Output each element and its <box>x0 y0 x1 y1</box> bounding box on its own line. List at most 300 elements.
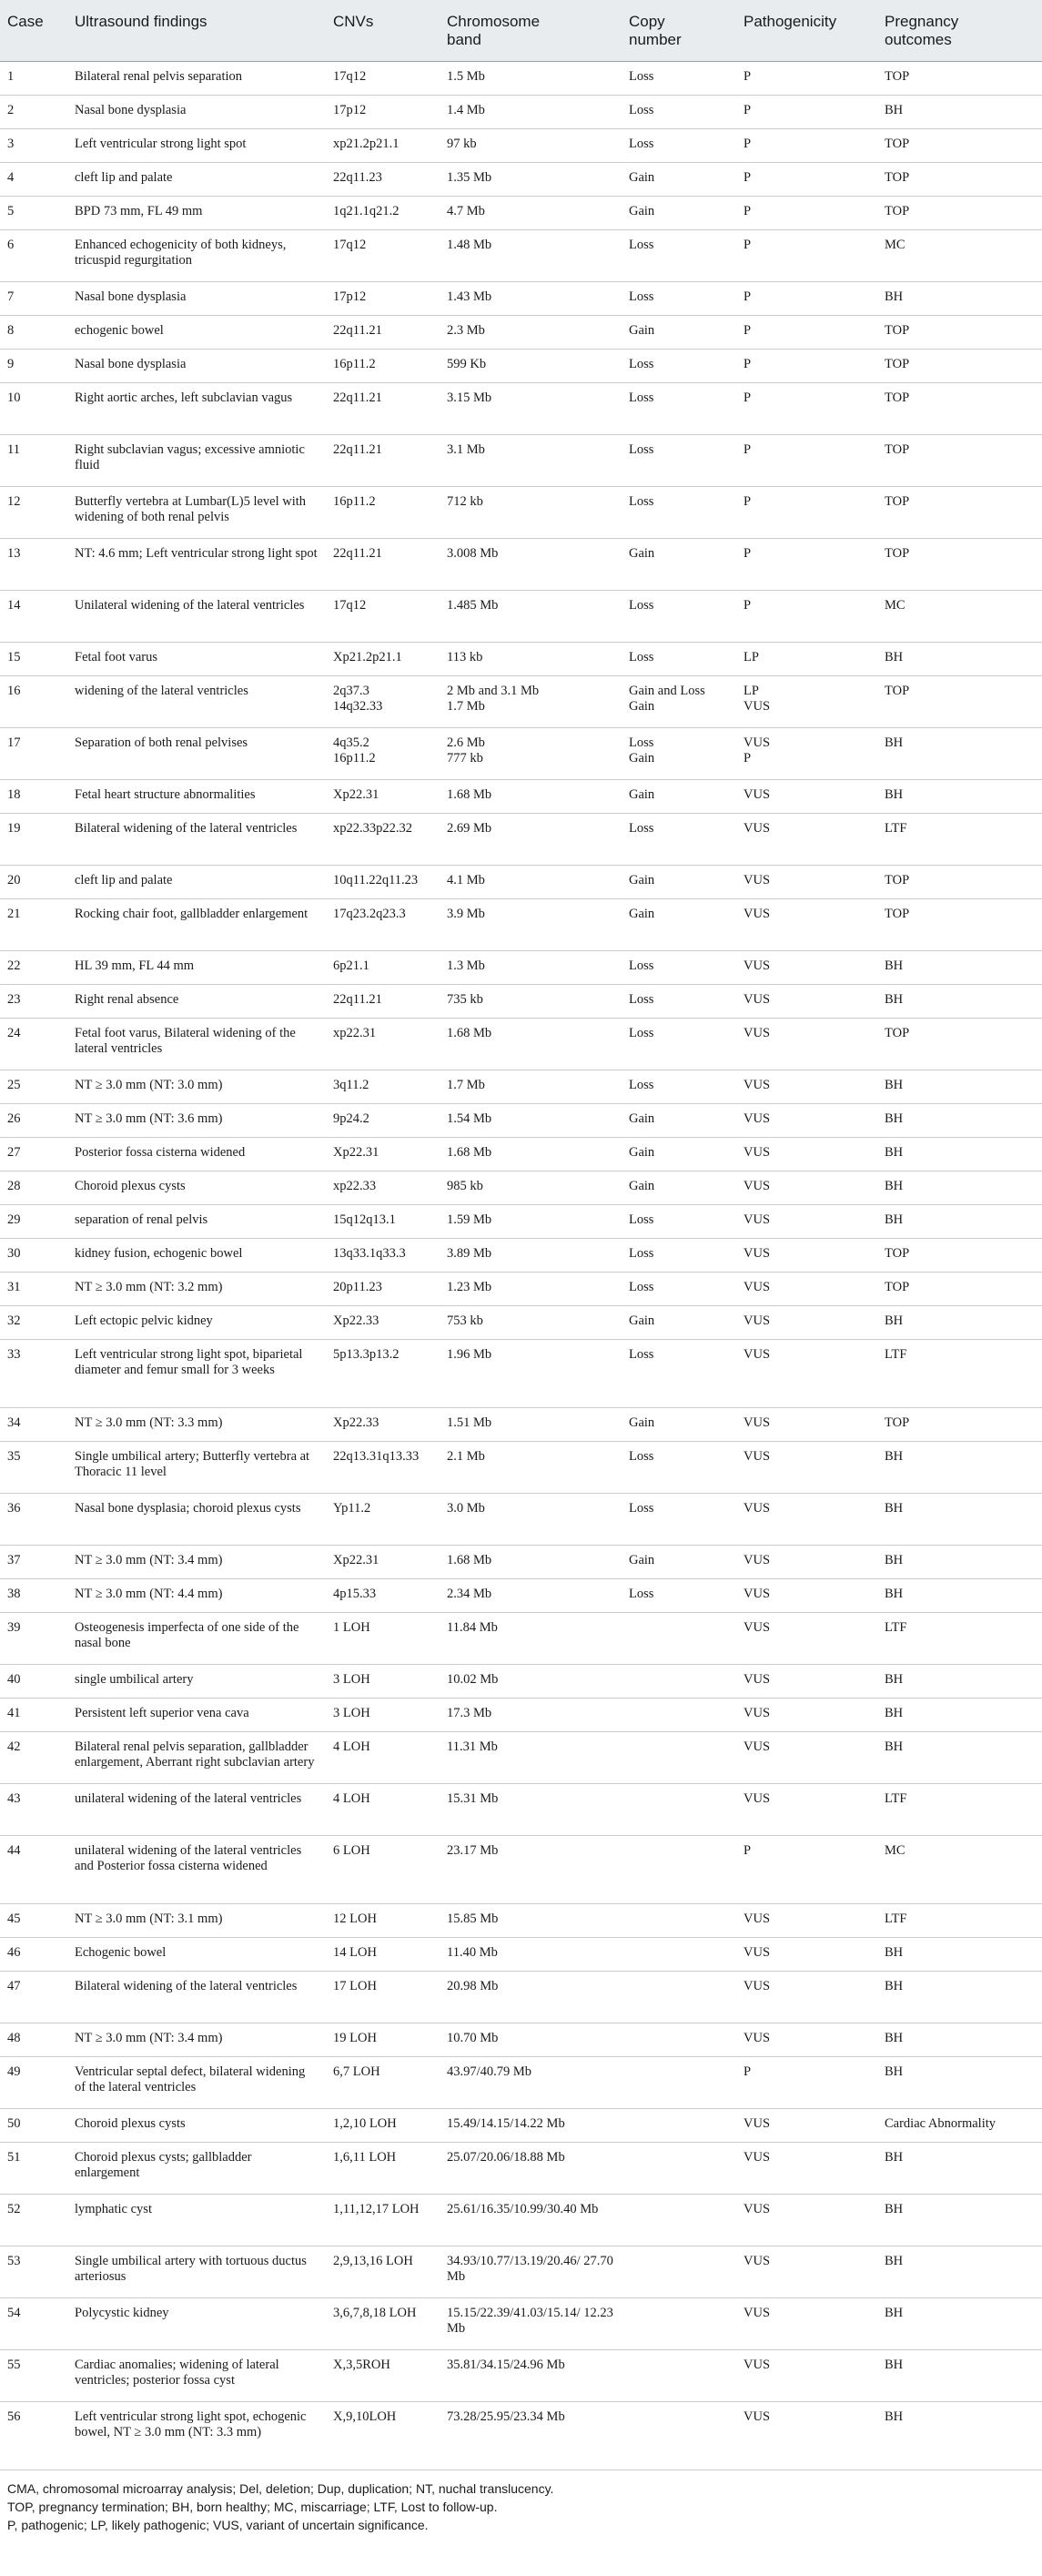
case-cell: 49 <box>0 2057 67 2109</box>
pregnancy-outcome-cell: BH <box>877 780 1042 814</box>
ultrasound-finding-cell: Rocking chair foot, gallbladder enlargement <box>67 899 326 951</box>
ultrasound-finding-cell: Left ventricular strong light spot, biparietal diameter and femur small for 3 weeks <box>67 1340 326 1408</box>
table-row <box>0 866 1042 899</box>
chromosome-band-cell: 43.97/40.79 Mb <box>440 2057 622 2109</box>
ultrasound-finding-cell: cleft lip and palate <box>67 866 326 899</box>
ultrasound-finding-cell: Left ventricular strong light spot, echogenic bowel, NT ≥ 3.0 mm (NT: 3.3 mm) <box>67 2402 326 2470</box>
pathogenicity-cell: VUS <box>736 1442 877 1494</box>
chromosome-band-cell: 2.69 Mb <box>440 814 622 866</box>
table-row <box>0 1408 1042 1442</box>
pregnancy-outcome-cell: TOP <box>877 383 1042 435</box>
cnv-cell: Xp22.33 <box>326 1408 440 1442</box>
case-cell: 44 <box>0 1836 67 1904</box>
ultrasound-finding-cell: unilateral widening of the lateral ventricles and Posterior fossa cisterna widened <box>67 1836 326 1904</box>
table-row <box>0 1494 1042 1546</box>
pathogenicity-cell: P <box>736 163 877 197</box>
chromosome-band-cell: 15.85 Mb <box>440 1904 622 1938</box>
header-copy-number-line: Copy <box>629 13 665 30</box>
table-row <box>0 899 1042 951</box>
cnv-cell <box>326 676 440 728</box>
case-cell: 28 <box>0 1171 67 1205</box>
ultrasound-finding-cell: Posterior fossa cisterna widened <box>67 1138 326 1171</box>
cnv-cell: 22q13.31q13.33 <box>326 1442 440 1494</box>
pathogenicity-cell: VUS <box>736 1938 877 1972</box>
ultrasound-finding-cell: Unilateral widening of the lateral ventricles <box>67 591 326 643</box>
chromosome-band-cell: 3.15 Mb <box>440 383 622 435</box>
chromosome-band-cell: 3.0 Mb <box>440 1494 622 1546</box>
pregnancy-outcome-cell: MC <box>877 1836 1042 1904</box>
case-cell: 15 <box>0 643 67 676</box>
case-cell: 16 <box>0 676 67 728</box>
chromosome-band-cell: 985 kb <box>440 1171 622 1205</box>
table-row <box>0 728 1042 780</box>
cnv-cell: X,9,10LOH <box>326 2402 440 2470</box>
table-row <box>0 591 1042 643</box>
case-cell: 48 <box>0 2023 67 2057</box>
table-row <box>0 129 1042 163</box>
pregnancy-outcome-cell: BH <box>877 1938 1042 1972</box>
case-cell: 55 <box>0 2350 67 2402</box>
copy-number-cell <box>622 2402 736 2470</box>
ultrasound-finding-cell: Polycystic kidney <box>67 2298 326 2350</box>
ultrasound-finding-cell: Osteogenesis imperfecta of one side of the nasal bone <box>67 1613 326 1665</box>
copy-number-cell: Loss <box>622 487 736 539</box>
table-row <box>0 1340 1042 1408</box>
pregnancy-outcome-cell: BH <box>877 1205 1042 1239</box>
chromosome-band-cell-line: 777 kb <box>447 751 483 766</box>
cnv-cell-line: 2q37.3 <box>333 684 369 698</box>
pathogenicity-cell: VUS <box>736 2246 877 2298</box>
pathogenicity-cell: VUS <box>736 1205 877 1239</box>
header-copy-number-line: number <box>629 31 682 48</box>
chromosome-band-cell-line: 2.6 Mb <box>447 735 485 750</box>
chromosome-band-cell: 2.34 Mb <box>440 1579 622 1613</box>
table-row <box>0 1784 1042 1836</box>
chromosome-band-cell: 10.70 Mb <box>440 2023 622 2057</box>
cnv-cell: 4 LOH <box>326 1732 440 1784</box>
ultrasound-finding-cell: HL 39 mm, FL 44 mm <box>67 951 326 985</box>
cnv-cell: 14 LOH <box>326 1938 440 1972</box>
case-cell: 54 <box>0 2298 67 2350</box>
cnv-cell: 3,6,7,8,18 LOH <box>326 2298 440 2350</box>
pregnancy-outcome-cell: BH <box>877 2402 1042 2470</box>
table-row <box>0 1442 1042 1494</box>
cnv-cell: 22q11.23 <box>326 163 440 197</box>
table-row <box>0 487 1042 539</box>
pregnancy-outcome-cell: BH <box>877 282 1042 316</box>
pathogenicity-cell: VUS <box>736 1494 877 1546</box>
ultrasound-finding-cell: Cardiac anomalies; widening of lateral ventricles; posterior fossa cyst <box>67 2350 326 2402</box>
copy-number-cell <box>622 2298 736 2350</box>
pathogenicity-cell: VUS <box>736 1138 877 1171</box>
pregnancy-outcome-cell: TOP <box>877 435 1042 487</box>
table-row <box>0 383 1042 435</box>
pregnancy-outcome-cell: TOP <box>877 197 1042 230</box>
copy-number-cell: Gain <box>622 1138 736 1171</box>
case-cell: 20 <box>0 866 67 899</box>
cnv-cell: 10q11.22q11.23 <box>326 866 440 899</box>
pathogenicity-cell: VUS <box>736 1340 877 1408</box>
cnv-cell-line: 4q35.2 <box>333 735 369 750</box>
ultrasound-finding-cell: Right aortic arches, left subclavian vagus <box>67 383 326 435</box>
chromosome-band-cell: 35.81/34.15/24.96 Mb <box>440 2350 622 2402</box>
pregnancy-outcome-cell: TOP <box>877 129 1042 163</box>
table-row <box>0 2298 1042 2350</box>
copy-number-cell: Loss <box>622 1340 736 1408</box>
copy-number-cell: Loss <box>622 1205 736 1239</box>
cnv-cell: 6,7 LOH <box>326 2057 440 2109</box>
copy-number-cell: Loss <box>622 282 736 316</box>
pregnancy-outcome-cell: BH <box>877 1972 1042 2023</box>
chromosome-band-cell: 1.48 Mb <box>440 230 622 282</box>
table-row <box>0 2350 1042 2402</box>
chromosome-band-cell: 113 kb <box>440 643 622 676</box>
case-cell: 38 <box>0 1579 67 1613</box>
pregnancy-outcome-cell: LTF <box>877 814 1042 866</box>
pregnancy-outcome-cell: TOP <box>877 487 1042 539</box>
chromosome-band-cell: 4.1 Mb <box>440 866 622 899</box>
table-row <box>0 1665 1042 1699</box>
pathogenicity-cell: VUS <box>736 899 877 951</box>
chromosome-band-cell: 1.68 Mb <box>440 780 622 814</box>
pathogenicity-cell: VUS <box>736 780 877 814</box>
cnv-cell-line: 14q32.33 <box>333 699 383 714</box>
chromosome-band-cell: 20.98 Mb <box>440 1972 622 2023</box>
copy-number-cell: Loss <box>622 985 736 1019</box>
case-cell: 46 <box>0 1938 67 1972</box>
chromosome-band-cell: 2.1 Mb <box>440 1442 622 1494</box>
footnote-abbreviations: CMA, chromosomal microarray analysis; Del, deletion; Dup, duplication; NT, nuchal translucency. <box>7 2481 554 2496</box>
case-cell: 24 <box>0 1019 67 1070</box>
chromosome-band-cell: 1.5 Mb <box>440 62 622 96</box>
pregnancy-outcome-cell: TOP <box>877 899 1042 951</box>
pregnancy-outcome-cell: TOP <box>877 866 1042 899</box>
ultrasound-finding-cell: Fetal heart structure abnormalities <box>67 780 326 814</box>
pathogenicity-cell: P <box>736 230 877 282</box>
copy-number-cell <box>622 1784 736 1836</box>
cnv-cell: 16p11.2 <box>326 350 440 383</box>
copy-number-cell: Loss <box>622 643 736 676</box>
header-chromosome-band <box>440 0 622 62</box>
ultrasound-finding-cell: NT ≥ 3.0 mm (NT: 3.0 mm) <box>67 1070 326 1104</box>
copy-number-cell <box>622 1613 736 1665</box>
pregnancy-outcome-cell: Cardiac Abnormality <box>877 2109 1042 2143</box>
ultrasound-finding-cell: Choroid plexus cysts <box>67 1171 326 1205</box>
pregnancy-outcome-cell: BH <box>877 951 1042 985</box>
chromosome-band-cell: 11.84 Mb <box>440 1613 622 1665</box>
table-row <box>0 1579 1042 1613</box>
pregnancy-outcome-cell: BH <box>877 1104 1042 1138</box>
case-cell: 34 <box>0 1408 67 1442</box>
cnv-cell: 1,11,12,17 LOH <box>326 2195 440 2246</box>
pregnancy-outcome-cell: MC <box>877 230 1042 282</box>
case-cell: 17 <box>0 728 67 780</box>
ultrasound-finding-cell: Nasal bone dysplasia <box>67 96 326 129</box>
ultrasound-finding-cell: NT ≥ 3.0 mm (NT: 4.4 mm) <box>67 1579 326 1613</box>
table-row <box>0 1138 1042 1171</box>
cnv-cell: Xp22.31 <box>326 780 440 814</box>
chromosome-band-cell: 3.1 Mb <box>440 435 622 487</box>
copy-number-cell: Loss <box>622 1070 736 1104</box>
cnv-cell: 17p12 <box>326 96 440 129</box>
table-row <box>0 435 1042 487</box>
pregnancy-outcome-cell: LTF <box>877 1784 1042 1836</box>
pregnancy-outcome-cell: TOP <box>877 1273 1042 1306</box>
table-row <box>0 676 1042 728</box>
table-row <box>0 1104 1042 1138</box>
copy-number-cell: Gain <box>622 780 736 814</box>
chromosome-band-cell: 15.15/22.39/41.03/15.14/ 12.23 Mb <box>440 2298 622 2350</box>
case-cell: 25 <box>0 1070 67 1104</box>
chromosome-band-cell: 599 Kb <box>440 350 622 383</box>
chromosome-band-cell: 73.28/25.95/23.34 Mb <box>440 2402 622 2470</box>
copy-number-cell: Loss <box>622 129 736 163</box>
ultrasound-finding-cell: widening of the lateral ventricles <box>67 676 326 728</box>
table-header <box>0 0 1042 62</box>
copy-number-cell <box>622 1972 736 2023</box>
cnv-cell: 12 LOH <box>326 1904 440 1938</box>
table-row <box>0 951 1042 985</box>
pathogenicity-cell <box>736 676 877 728</box>
chromosome-band-cell: 712 kb <box>440 487 622 539</box>
case-cell: 11 <box>0 435 67 487</box>
case-cell: 1 <box>0 62 67 96</box>
chromosome-band-cell: 1.485 Mb <box>440 591 622 643</box>
case-cell: 41 <box>0 1699 67 1732</box>
cnv-cell: 17q12 <box>326 591 440 643</box>
table-row <box>0 643 1042 676</box>
table-row <box>0 1699 1042 1732</box>
chromosome-band-cell <box>440 676 622 728</box>
copy-number-cell <box>622 676 736 728</box>
cnv-cell: xp22.31 <box>326 1019 440 1070</box>
cnv-cell: 2,9,13,16 LOH <box>326 2246 440 2298</box>
footnote-outcomes: TOP, pregnancy termination; BH, born healthy; MC, miscarriage; LTF, Lost to follow-up. <box>7 2500 498 2514</box>
copy-number-cell <box>622 1665 736 1699</box>
copy-number-cell <box>622 2109 736 2143</box>
cnv-cell: 9p24.2 <box>326 1104 440 1138</box>
chromosome-band-cell: 10.02 Mb <box>440 1665 622 1699</box>
table-row <box>0 350 1042 383</box>
copy-number-cell <box>622 2143 736 2195</box>
pregnancy-outcome-cell: BH <box>877 2195 1042 2246</box>
cnv-cell: 13q33.1q33.3 <box>326 1239 440 1273</box>
chromosome-band-cell: 1.54 Mb <box>440 1104 622 1138</box>
cnv-cell-line: 16p11.2 <box>333 751 376 766</box>
copy-number-cell: Gain <box>622 1408 736 1442</box>
table-footnotes <box>0 2470 1042 2534</box>
chromosome-band-cell: 17.3 Mb <box>440 1699 622 1732</box>
ultrasound-finding-cell: kidney fusion, echogenic bowel <box>67 1239 326 1273</box>
table-row <box>0 1171 1042 1205</box>
ultrasound-finding-cell: NT ≥ 3.0 mm (NT: 3.3 mm) <box>67 1408 326 1442</box>
cnv-cell: xp21.2p21.1 <box>326 129 440 163</box>
header-cnvs: CNVs <box>326 0 440 62</box>
pathogenicity-cell: VUS <box>736 1665 877 1699</box>
chromosome-band-cell: 1.51 Mb <box>440 1408 622 1442</box>
cnv-cell: 4p15.33 <box>326 1579 440 1613</box>
case-cell: 31 <box>0 1273 67 1306</box>
copy-number-cell <box>622 2023 736 2057</box>
pregnancy-outcome-cell: TOP <box>877 350 1042 383</box>
cnv-cell: xp22.33 <box>326 1171 440 1205</box>
ultrasound-finding-cell: echogenic bowel <box>67 316 326 350</box>
chromosome-band-cell-line: 1.7 Mb <box>447 699 485 714</box>
copy-number-cell: Loss <box>622 1442 736 1494</box>
chromosome-band-cell: 97 kb <box>440 129 622 163</box>
case-cell: 43 <box>0 1784 67 1836</box>
pregnancy-outcome-cell: TOP <box>877 1408 1042 1442</box>
pathogenicity-cell: P <box>736 350 877 383</box>
copy-number-cell <box>622 1938 736 1972</box>
pregnancy-outcome-cell: BH <box>877 2023 1042 2057</box>
header-pregnancy-outcomes-line: Pregnancy <box>885 13 959 30</box>
case-cell: 37 <box>0 1546 67 1579</box>
ultrasound-finding-cell: NT ≥ 3.0 mm (NT: 3.4 mm) <box>67 2023 326 2057</box>
table-row <box>0 1070 1042 1104</box>
cnv-cell: 22q11.21 <box>326 383 440 435</box>
chromosome-band-cell: 1.96 Mb <box>440 1340 622 1408</box>
header-row <box>0 0 1042 62</box>
pathogenicity-cell: VUS <box>736 2350 877 2402</box>
copy-number-cell: Loss <box>622 62 736 96</box>
header-chromosome-band-line: Chromosome <box>447 13 541 30</box>
pregnancy-outcome-cell: TOP <box>877 539 1042 591</box>
cnv-cell: 16p11.2 <box>326 487 440 539</box>
cnv-cell: 1,2,10 LOH <box>326 2109 440 2143</box>
case-cell: 27 <box>0 1138 67 1171</box>
case-cell: 4 <box>0 163 67 197</box>
pathogenicity-cell: VUS <box>736 2402 877 2470</box>
table-row <box>0 282 1042 316</box>
case-cell: 23 <box>0 985 67 1019</box>
header-copy-number <box>622 0 736 62</box>
ultrasound-finding-cell: Bilateral widening of the lateral ventricles <box>67 1972 326 2023</box>
pathogenicity-cell: LP <box>736 643 877 676</box>
table-row <box>0 1972 1042 2023</box>
ultrasound-finding-cell: Bilateral renal pelvis separation, gallbladder enlargement, Aberrant right subclavian artery <box>67 1732 326 1784</box>
case-cell: 35 <box>0 1442 67 1494</box>
pregnancy-outcome-cell: LTF <box>877 1904 1042 1938</box>
header-pathogenicity: Pathogenicity <box>736 0 877 62</box>
pathogenicity-cell: VUS <box>736 1306 877 1340</box>
table-row <box>0 1546 1042 1579</box>
table-row <box>0 1904 1042 1938</box>
table-row <box>0 539 1042 591</box>
pathogenicity-cell: VUS <box>736 814 877 866</box>
copy-number-cell <box>622 1904 736 1938</box>
case-cell: 29 <box>0 1205 67 1239</box>
ultrasound-finding-cell: Single umbilical artery with tortuous ductus arteriosus <box>67 2246 326 2298</box>
cnv-cell: 3 LOH <box>326 1699 440 1732</box>
copy-number-cell: Gain <box>622 1171 736 1205</box>
cnv-cell: X,3,5ROH <box>326 2350 440 2402</box>
pathogenicity-cell: P <box>736 1836 877 1904</box>
cnv-cell: 22q11.21 <box>326 316 440 350</box>
pathogenicity-cell: VUS <box>736 1239 877 1273</box>
ultrasound-finding-cell: Ventricular septal defect, bilateral widening of the lateral ventricles <box>67 2057 326 2109</box>
chromosome-band-cell: 1.43 Mb <box>440 282 622 316</box>
copy-number-cell <box>622 2350 736 2402</box>
pathogenicity-cell-line: P <box>744 751 752 766</box>
table-row <box>0 2057 1042 2109</box>
cnv-cell: xp22.33p22.32 <box>326 814 440 866</box>
ultrasound-finding-cell: Nasal bone dysplasia <box>67 282 326 316</box>
ultrasound-finding-cell: lymphatic cyst <box>67 2195 326 2246</box>
pregnancy-outcome-cell: BH <box>877 2350 1042 2402</box>
copy-number-cell: Gain <box>622 1104 736 1138</box>
table-row <box>0 1836 1042 1904</box>
table-row <box>0 316 1042 350</box>
pathogenicity-cell: VUS <box>736 1972 877 2023</box>
cnv-cell: 1,6,11 LOH <box>326 2143 440 2195</box>
pathogenicity-cell: VUS <box>736 1904 877 1938</box>
case-cell: 21 <box>0 899 67 951</box>
pathogenicity-cell: P <box>736 487 877 539</box>
chromosome-band-cell: 1.59 Mb <box>440 1205 622 1239</box>
chromosome-band-cell: 1.68 Mb <box>440 1019 622 1070</box>
copy-number-cell: Gain <box>622 197 736 230</box>
pathogenicity-cell <box>736 728 877 780</box>
cnv-cell: 3 LOH <box>326 1665 440 1699</box>
case-cell: 22 <box>0 951 67 985</box>
table-row <box>0 1613 1042 1665</box>
pregnancy-outcome-cell: BH <box>877 1171 1042 1205</box>
ultrasound-finding-cell: Right subclavian vagus; excessive amniotic fluid <box>67 435 326 487</box>
case-cell: 45 <box>0 1904 67 1938</box>
header-pregnancy-outcomes-line: outcomes <box>885 31 952 48</box>
copy-number-cell: Loss <box>622 96 736 129</box>
chromosome-band-cell: 1.3 Mb <box>440 951 622 985</box>
table-row <box>0 96 1042 129</box>
cnv-cell: Xp22.33 <box>326 1306 440 1340</box>
pathogenicity-cell: P <box>736 96 877 129</box>
case-cell: 52 <box>0 2195 67 2246</box>
case-cell: 13 <box>0 539 67 591</box>
header-case: Case <box>0 0 67 62</box>
chromosome-band-cell: 25.07/20.06/18.88 Mb <box>440 2143 622 2195</box>
chromosome-band-cell: 2.3 Mb <box>440 316 622 350</box>
copy-number-cell: Gain <box>622 899 736 951</box>
table-row <box>0 2109 1042 2143</box>
copy-number-cell: Loss <box>622 350 736 383</box>
pathogenicity-cell: VUS <box>736 2298 877 2350</box>
ultrasound-finding-cell: NT ≥ 3.0 mm (NT: 3.4 mm) <box>67 1546 326 1579</box>
pathogenicity-cell: VUS <box>736 2195 877 2246</box>
pregnancy-outcome-cell: LTF <box>877 1613 1042 1665</box>
pregnancy-outcome-cell: TOP <box>877 163 1042 197</box>
copy-number-cell: Loss <box>622 1239 736 1273</box>
pregnancy-outcome-cell: BH <box>877 1306 1042 1340</box>
ultrasound-finding-cell: Choroid plexus cysts <box>67 2109 326 2143</box>
table-row <box>0 163 1042 197</box>
pathogenicity-cell: VUS <box>736 1104 877 1138</box>
chromosome-band-cell: 753 kb <box>440 1306 622 1340</box>
ultrasound-finding-cell: Right renal absence <box>67 985 326 1019</box>
case-cell: 32 <box>0 1306 67 1340</box>
pregnancy-outcome-cell: BH <box>877 2246 1042 2298</box>
pathogenicity-cell-line: LP <box>744 684 759 698</box>
copy-number-cell-line: Gain <box>629 699 655 714</box>
pathogenicity-cell: VUS <box>736 1784 877 1836</box>
case-cell: 33 <box>0 1340 67 1408</box>
table-row <box>0 62 1042 96</box>
pathogenicity-cell: P <box>736 129 877 163</box>
pathogenicity-cell: VUS <box>736 1613 877 1665</box>
copy-number-cell <box>622 2195 736 2246</box>
ultrasound-finding-cell: NT: 4.6 mm; Left ventricular strong light spot <box>67 539 326 591</box>
case-cell: 5 <box>0 197 67 230</box>
